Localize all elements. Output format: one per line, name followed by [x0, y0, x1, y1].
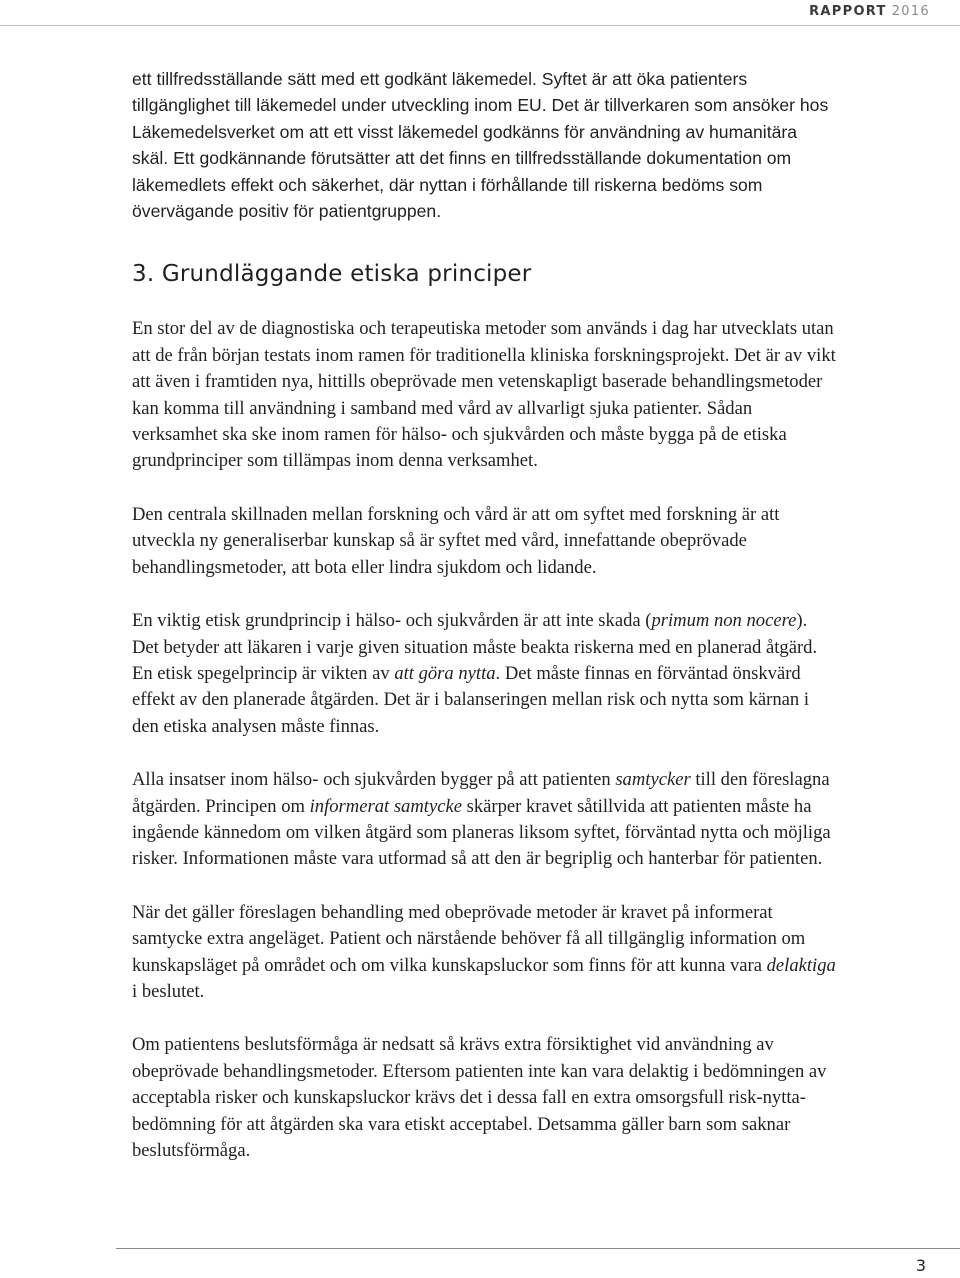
paragraph-research-vs-care: Den centrala skillnaden mellan forskning och vård är att om syftet med forskning är att utveckla ny generaliserbar kunskap så är syftet med vård, innefattande obeprövade behandlingsmetoder, att bota eller lindra sjukdom och lidande. [132, 503, 780, 578]
section-heading: 3. Grundläggande etiska principer [132, 261, 532, 288]
emphasis-samtycker: samtycker [615, 769, 691, 791]
page-number: 3 [915, 1256, 926, 1275]
intro-paragraph: ett tillfredsställande sätt med ett godkänt läkemedel. Syftet är att öka patienters tillgänglighet till läkemedel under utveckling inom EU. Det är tillverkaren som ansöker hos Läkemedelsverket om att ett visst läkemedel godkänns för användning av humanitära skäl. Ett godkännande förutsätter att det finns en tillfredsställande dokumentation om läkemedlets effekt och säkerhet, där nyttan i förhållande till riskerna bedöms som övervägande positiv för patientgruppen. [132, 69, 829, 222]
header-rule [0, 25, 960, 26]
footer-rule [116, 1248, 960, 1249]
paragraph-untested-methods: När det gäller föreslagen behandling med obeprövade metoder är kravet på informerat samtycke extra angeläget. Patient och närstående behöver få all tillgänglig information om kunskapsläget på området och om vilka kunskapsluckor som finns för att kunna vara delaktiga i beslutet. [132, 901, 836, 1002]
page-body [132, 66, 838, 1191]
paragraph-decision-capacity: Om patientens beslutsförmåga är nedsatt så krävs extra försiktighet vid användning av obeprövade behandlingsmetoder. Eftersom patienten inte kan vara delaktig i bedömningen av acceptabla risker och kunskapsluckor krävs det i dessa fall en extra omsorgsfull risk-nytta-bedömning för att åtgärden ska vara etiskt acceptabel. Detsamma gäller barn som saknar beslutsförmåga. [132, 1034, 827, 1161]
paragraph-consent: Alla insatser inom hälso- och sjukvården bygger på att patienten samtycker till den föreslagna åtgärden. Principen om informerat samtycke skärper kravet såtillvida att patienten måste ha ingående kännedom om vilken åtgärd som planeras liksom syftet, förväntad nytta och möjliga risker. Informationen måste vara utformad så att den är begriplig och hanterbar för patienten. [132, 769, 831, 870]
emphasis-informerat-samtycke: informerat samtycke [309, 795, 462, 817]
report-title: RAPPORT [809, 4, 887, 19]
report-year: 2016 [891, 4, 930, 19]
emphasis-delaktiga: delaktiga [766, 954, 836, 976]
paragraph-methods: En stor del av de diagnostiska och terapeutiska metoder som används i dag har utvecklats utan att de från början testats inom ramen för traditionella kliniska forskningsprojekt. Det är av vikt att även i framtiden nya, hittills obeprövade men vetenskapligt baserade behandlingsmetoder kan komma till användning i samband med vård av allvarligt sjuka patienter. Sådan verksamhet ska ske inom ramen för hälso- och sjukvården och måste bygga på de etiska grundprinciper som tillämpas inom denna verksamhet. [132, 318, 836, 472]
paragraph-do-no-harm: En viktig etisk grundprincip i hälso- och sjukvården är att inte skada (primum non nocere). Det betyder att läkaren i varje given situation måste beakta riskerna med en planerad åtgärd. En etisk spegelprincip är vikten av att göra nytta. Det måste finnas en förväntad önskvärd effekt av den planerade åtgärden. Det är i balanseringen mellan risk och nytta som kärnan i den etiska analysen måste finnas. [132, 610, 818, 737]
emphasis-primum-non-nocere: primum non nocere [651, 610, 797, 632]
emphasis-att-gora-nytta: att göra nytta [394, 662, 496, 684]
running-header [809, 4, 930, 19]
